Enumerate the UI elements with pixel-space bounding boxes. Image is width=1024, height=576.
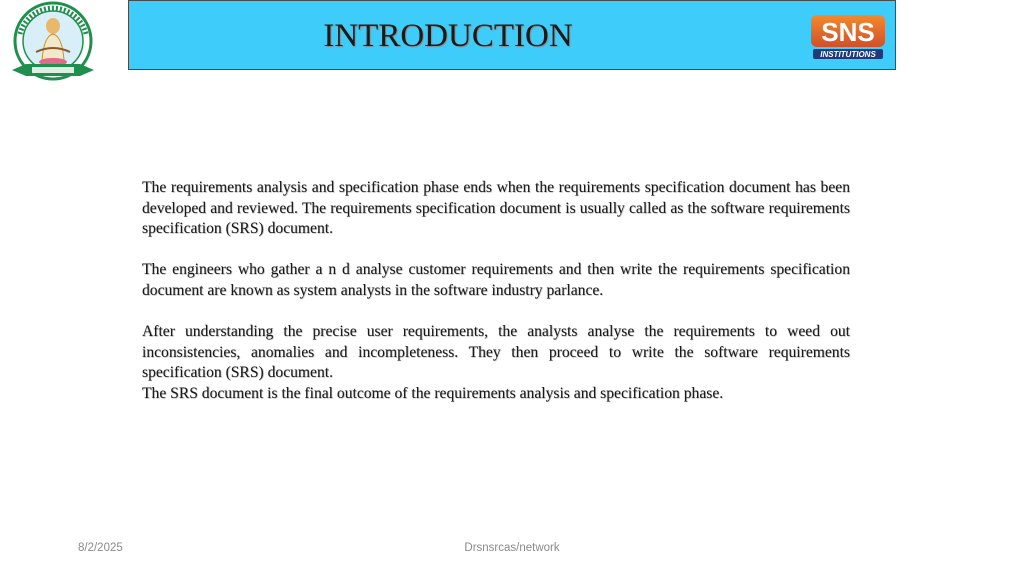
paragraph-analysis: After understanding the precise user requirements, the analysts analyse the requirements to weed out inconsistencies, anomalies and incompleteness. They then proceed to write the software requirements specification (SRS) document.	[142, 323, 850, 382]
slide-body	[142, 178, 850, 405]
paragraph-spacer	[142, 240, 850, 261]
sns-logo	[809, 11, 887, 61]
footer-source: Drsnsrcas/network	[464, 542, 560, 554]
sns-institutions-logo-icon	[809, 11, 887, 61]
slide-title: INTRODUCTION	[323, 18, 573, 54]
sns-mark: SNS	[821, 17, 875, 47]
college-logo	[6, 0, 100, 86]
college-emblem-icon	[6, 0, 100, 86]
title-bar	[128, 0, 896, 70]
paragraph-spacer	[142, 302, 850, 323]
sns-tagline: INSTITUTIONS	[820, 50, 876, 59]
paragraph-srs-phase: The requirements analysis and specification phase ends when the requirements specification document has been developed and reviewed. The requirements specification document is usually called as the software requirements specification (SRS) document.	[142, 179, 850, 238]
footer-date: 8/2/2025	[78, 542, 123, 554]
paragraph-final-outcome: The SRS document is the final outcome of the requirements analysis and specification phase.	[142, 384, 724, 402]
paragraph-system-analysts: The engineers who gather a n d analyse customer requirements and then write the requirements specification document are known as system analysts in the software industry parlance.	[142, 261, 850, 299]
